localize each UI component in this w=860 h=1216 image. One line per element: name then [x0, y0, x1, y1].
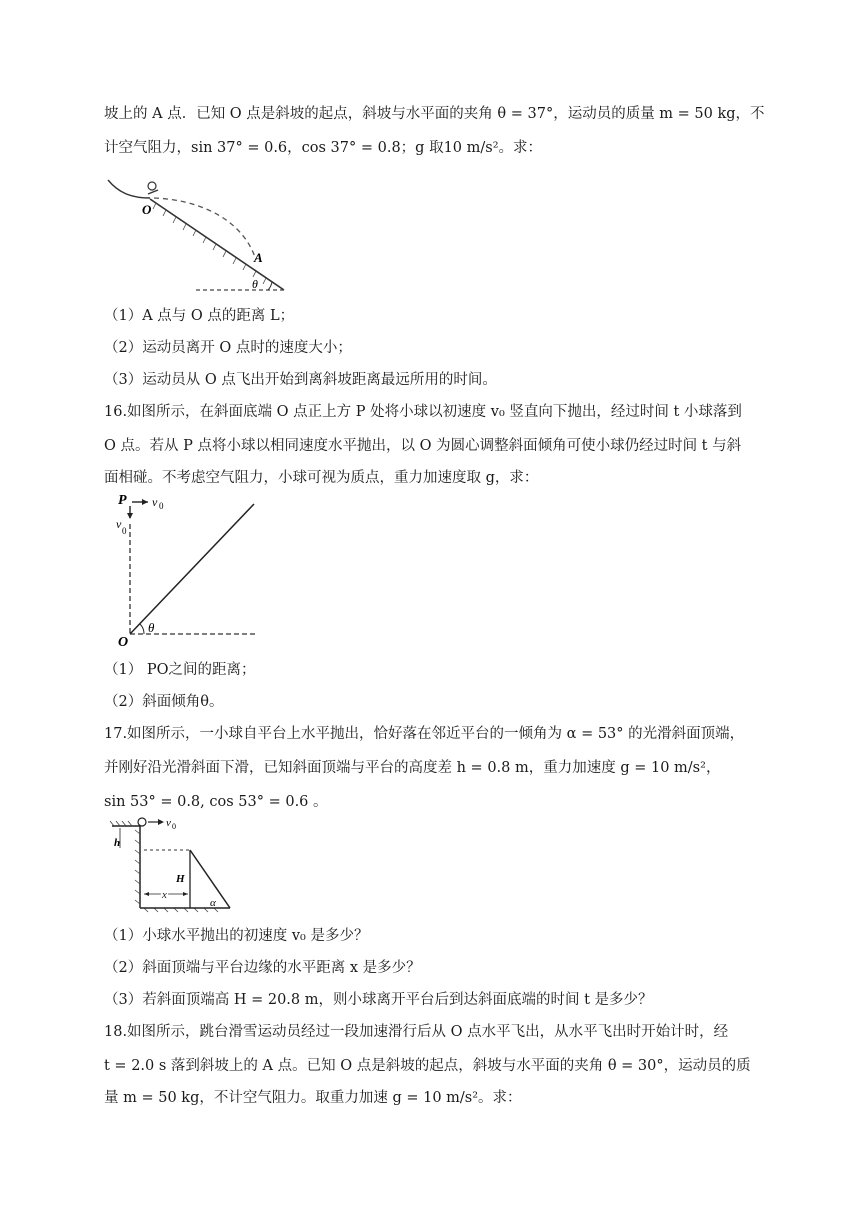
slope-line [150, 199, 284, 290]
text-line: 量 m = 50 kg，不计空气阻力。取重力加速 g = 10 m/s²。求： [104, 1090, 522, 1106]
trajectory [154, 198, 256, 260]
text-line: （1） PO之间的距离； [104, 662, 256, 678]
label-p: P [118, 493, 127, 508]
text-line: （2）斜面顶端与平台边缘的水平距离 x 是多少？ [104, 960, 421, 976]
takeoff-ramp [108, 180, 150, 198]
label-o: O [142, 202, 152, 217]
text-line: 坡上的 A 点．已知 O 点是斜坡的起点，斜坡与水平面的夹角 θ = 37°，运动员的质量 m = 50 kg，不 [104, 106, 765, 122]
text-line: （1）A 点与 O 点的距离 L； [104, 308, 295, 324]
ski-slope-figure [104, 172, 294, 298]
svg-text:v: v [152, 495, 158, 509]
label-h: h [114, 837, 121, 849]
text-line: （3）若斜面顶端高 H = 20.8 m，则小球离开平台后到达斜面底端的时间 t 是多少？ [104, 992, 653, 1008]
svg-text:0: 0 [172, 822, 176, 831]
text-line: 17.如图所示，一小球自平台上水平抛出，恰好落在邻近平台的一倾角为 α = 53° 的光滑斜面顶端， [104, 726, 745, 742]
incline-figure [108, 488, 268, 650]
label-theta: θ [252, 277, 258, 291]
text-line: （3）运动员从 O 点飞出开始到离斜坡距离最远所用的时间。 [104, 372, 497, 388]
label-x: x [162, 889, 167, 901]
label-H: H [176, 873, 185, 885]
ball-icon [138, 818, 146, 826]
incline-line [130, 504, 254, 634]
svg-text:v: v [116, 517, 122, 531]
platform-incline-figure [108, 814, 238, 914]
text-line: （1）小球水平抛出的初速度 v₀ 是多少？ [104, 928, 369, 944]
label-theta: θ [148, 620, 155, 635]
text-line: t = 2.0 s 落到斜坡上的 A 点。已知 O 点是斜坡的起点，斜坡与水平面的夹角 θ = 30°，运动员的质 [104, 1058, 751, 1074]
text-line: sin 53° = 0.8, cos 53° = 0.6 。 [104, 794, 328, 810]
text-line: O 点。若从 P 点将小球以相同速度水平抛出，以 O 为圆心调整斜面倾角可使小球仍经过时间 t 与斜 [104, 438, 742, 454]
svg-text:0: 0 [122, 526, 127, 536]
svg-text:v: v [166, 817, 171, 829]
text-line: （2）斜面倾角θ。 [104, 694, 224, 710]
text-line: 16.如图所示，在斜面底端 O 点正上方 P 处将小球以初速度 v₀ 竖直向下抛出，经过时间 t 小球落到 [104, 404, 742, 420]
label-o: O [118, 635, 129, 650]
skier-icon [148, 182, 156, 190]
text-line: 计空气阻力，sin 37° = 0.6，cos 37° = 0.8；g 取10 m/s²。求： [104, 140, 543, 156]
text-line: 面相碰。不考虑空气阻力，小球可视为质点，重力加速度取 g，求： [104, 470, 539, 486]
label-alpha: α [210, 897, 216, 909]
text-line: 18.如图所示，跳台滑雪运动员经过一段加速滑行后从 O 点水平飞出，从水平飞出时开始计时，经 [104, 1024, 729, 1040]
text-line: （2）运动员离开 O 点时的速度大小； [104, 340, 352, 356]
text-line: 并刚好沿光滑斜面下滑，已知斜面顶端与平台的高度差 h = 0.8 m，重力加速度 g = 10 m/s²， [104, 760, 721, 776]
svg-text:0: 0 [159, 501, 164, 511]
label-a: A [254, 250, 263, 265]
